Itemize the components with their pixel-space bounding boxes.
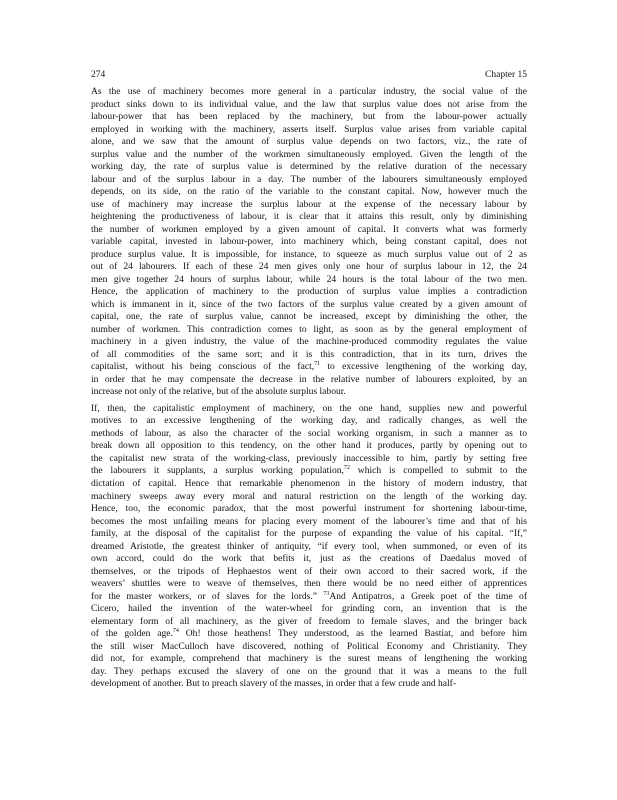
text-line bbox=[91, 553, 527, 566]
line-text: Hence, the application of machinery to the production of surplus value implies a contradiction bbox=[91, 286, 527, 298]
page-number: 274 bbox=[91, 70, 106, 80]
text-line bbox=[91, 336, 527, 349]
line-text: themselves, or the tripods of Hephaestos went of their own accord to their sacred work, if the bbox=[91, 565, 527, 577]
line-text: which is immanent in it, since of the two factors of the surplus value created by a given amount of bbox=[91, 298, 527, 310]
line-text: surplus value and the number of the workmen simultaneously employed. Given the length of the bbox=[91, 148, 527, 160]
footnote-marker[interactable]: 72 bbox=[343, 465, 350, 472]
line-text: increase not only of the relative, but of the absolute surplus labour. bbox=[91, 386, 346, 398]
line-text: variable capital, invested in labour-power, into machinery which, being constant capital, does not bbox=[91, 236, 527, 248]
line-text: labour-power that has been replaced by the machinery, but from the labour-power actually bbox=[91, 111, 527, 123]
line-text: machinery sweeps away every moral and natural restriction on the length of the working day. bbox=[91, 490, 527, 502]
text-line bbox=[91, 311, 527, 324]
text-line bbox=[91, 653, 527, 666]
footnote-marker[interactable]: 71 bbox=[314, 361, 321, 368]
line-text: development of another. But to preach slavery of the masses, in order that a few crude and half- bbox=[91, 678, 457, 690]
line-text: the labourers it supplants, a surplus working population, bbox=[91, 465, 344, 477]
text-line bbox=[91, 99, 527, 112]
line-text: capital, one, the rate of surplus value, cannot be increased, except by diminishing the other, the bbox=[91, 311, 527, 323]
line-text: becomes the most unfailing means for placing every moment of the labourer’s time and that of his bbox=[91, 515, 527, 527]
line-text-continued: which is compelled to submit to the bbox=[349, 465, 527, 477]
line-text: of the golden age. bbox=[91, 628, 173, 640]
text-line bbox=[91, 199, 527, 212]
text-line bbox=[91, 374, 527, 387]
text-line bbox=[91, 211, 527, 224]
line-text: in order that he may compensate the decrease in the relative number of labourers exploited, by an bbox=[91, 373, 527, 385]
text-line bbox=[91, 236, 527, 249]
text-line bbox=[91, 666, 527, 679]
paragraph bbox=[91, 403, 527, 691]
line-text: out of 24 labourers. If each of these 24 men gives only one hour of surplus labour in 12, the 24 bbox=[91, 261, 527, 273]
text-line bbox=[91, 428, 527, 441]
text-line bbox=[91, 541, 527, 554]
footnote-marker[interactable]: 73 bbox=[323, 590, 330, 597]
text-line bbox=[91, 453, 527, 466]
text-line bbox=[91, 591, 527, 604]
text-line bbox=[91, 465, 527, 478]
line-text: for the master workers, or of slaves for the lords.” bbox=[91, 590, 324, 602]
text-line bbox=[91, 174, 527, 187]
text-line bbox=[91, 286, 527, 299]
line-text: the number of workmen employed by a given amount of capital. It converts what was formerly bbox=[91, 223, 527, 235]
line-text: break down all opposition to this tendency, on the other hand it produces, partly by opening out to bbox=[91, 440, 527, 452]
text-line bbox=[91, 491, 527, 504]
line-text: methods of labour, as also the character of the social working organism, in such a manner as to bbox=[91, 427, 527, 439]
text-line bbox=[91, 503, 527, 516]
text-line bbox=[91, 516, 527, 529]
line-text: Cicero, hailed the invention of the water-wheel for grinding corn, an invention that is the bbox=[91, 603, 527, 615]
line-text-continued: to excessive lengthening of the working day, bbox=[320, 361, 527, 373]
text-line bbox=[91, 136, 527, 149]
line-text: labour and of the surplus labour in a day. The number of the labourers simultaneously employed bbox=[91, 173, 527, 185]
text-line bbox=[91, 86, 527, 99]
line-text: dictation of capital. Hence that remarkable phenomenon in the history of modern industry, that bbox=[91, 477, 527, 489]
text-line bbox=[91, 149, 527, 162]
line-text: employed in working with the machinery, asserts itself. Surplus value arises from variable capital bbox=[91, 123, 527, 135]
text-line bbox=[91, 224, 527, 237]
line-text: family, at the disposal of the capitalist for the purpose of expanding the value of his capital. “If,” bbox=[91, 528, 527, 540]
line-text: use of machinery may increase the surplus labour at the expense of the necessary labour by bbox=[91, 198, 527, 210]
text-line bbox=[91, 361, 527, 374]
line-text: capitalist, without his being conscious of the fact, bbox=[91, 361, 315, 373]
footnote-marker[interactable]: 74 bbox=[172, 628, 179, 635]
text-line bbox=[91, 161, 527, 174]
page-header bbox=[91, 70, 527, 82]
line-text-continued: And Antipatros, a Greek poet of the time of bbox=[329, 590, 527, 602]
text-line bbox=[91, 440, 527, 453]
line-text: men give together 24 hours of surplus labour, while 24 hours is the total labour of the two men. bbox=[91, 273, 527, 285]
text-line bbox=[91, 186, 527, 199]
line-text: of all commodities of the same sort; and it is this contradiction, that in its turn, drives the bbox=[91, 348, 527, 360]
text-line bbox=[91, 678, 527, 691]
line-text: number of workmen. This contradiction comes to light, as soon as by the general employment of bbox=[91, 323, 527, 335]
text-line bbox=[91, 641, 527, 654]
line-text: produce surplus value. It is impossible, for instance, to squeeze as much surplus value out of 2 as bbox=[91, 248, 527, 260]
text-line bbox=[91, 478, 527, 491]
text-line bbox=[91, 386, 527, 399]
line-text: motives to an excessive lengthening of the working day, and radically changes, as well the bbox=[91, 415, 527, 427]
text-line bbox=[91, 628, 527, 641]
line-text: the capitalist new strata of the working-class, previously inaccessible to him, partly by setting free bbox=[91, 452, 527, 464]
text-line bbox=[91, 324, 527, 337]
text-line bbox=[91, 349, 527, 362]
line-text: weavers’ shuttles were to weave of themselves, then there would be no need either of apprentices bbox=[91, 578, 527, 590]
line-text: If, then, the capitalistic employment of machinery, on the one hand, supplies new and powerful bbox=[91, 402, 527, 414]
body-text bbox=[91, 86, 527, 691]
line-text: depends, on its side, on the ratio of the variable to the constant capital. Now, however much the bbox=[91, 186, 527, 198]
chapter-title: Chapter 15 bbox=[485, 70, 527, 80]
line-text: product sinks down to its individual value, and the law that surplus value does not arise from the bbox=[91, 98, 527, 110]
text-line bbox=[91, 603, 527, 616]
text-line bbox=[91, 528, 527, 541]
text-line bbox=[91, 403, 527, 416]
line-text: dreamed Aristotle, the greatest thinker of antiquity, “if every tool, when summoned, or even of its bbox=[91, 540, 527, 552]
line-text-continued: Oh! those heathens! They understood, as the learned Bastiat, and before him bbox=[178, 628, 527, 640]
line-text: day. They perhaps excused the slavery of one on the ground that it was a means to the full bbox=[91, 665, 527, 677]
line-text: own accord, could do the work that befits it, just as the creations of Daedalus moved of bbox=[91, 553, 527, 565]
text-line bbox=[91, 274, 527, 287]
text-line bbox=[91, 415, 527, 428]
text-line bbox=[91, 299, 527, 312]
paragraph bbox=[91, 86, 527, 399]
text-line bbox=[91, 249, 527, 262]
line-text: Hence, too, the economic paradox, that the most powerful instrument for shortening labour-time, bbox=[91, 503, 527, 515]
text-line bbox=[91, 111, 527, 124]
text-line bbox=[91, 566, 527, 579]
text-line bbox=[91, 124, 527, 137]
text-line bbox=[91, 616, 527, 629]
line-text: heightening the productiveness of labour, it is clear that it attains this result, only by diminishing bbox=[91, 211, 527, 223]
line-text: the still wiser MacCulloch have discovered, nothing of Political Economy and Christianity. They bbox=[91, 640, 527, 652]
line-text: machinery in a given industry, the value of the machine-produced commodity regulates the value bbox=[91, 336, 527, 348]
line-text: elementary form of all machinery, as the giver of freedom to female slaves, and the bringer back bbox=[91, 615, 527, 627]
text-line bbox=[91, 578, 527, 591]
line-text: working day, the rate of surplus value is determined by the relative duration of the necessary bbox=[91, 161, 527, 173]
text-line bbox=[91, 261, 527, 274]
line-text: did not, for example, comprehend that machinery is the surest means of lengthening the working bbox=[91, 653, 527, 665]
line-text: As the use of machinery becomes more general in a particular industry, the social value of the bbox=[91, 86, 527, 97]
line-text: alone, and we saw that the amount of surplus value depends on two factors, viz., the rate of bbox=[91, 136, 527, 148]
